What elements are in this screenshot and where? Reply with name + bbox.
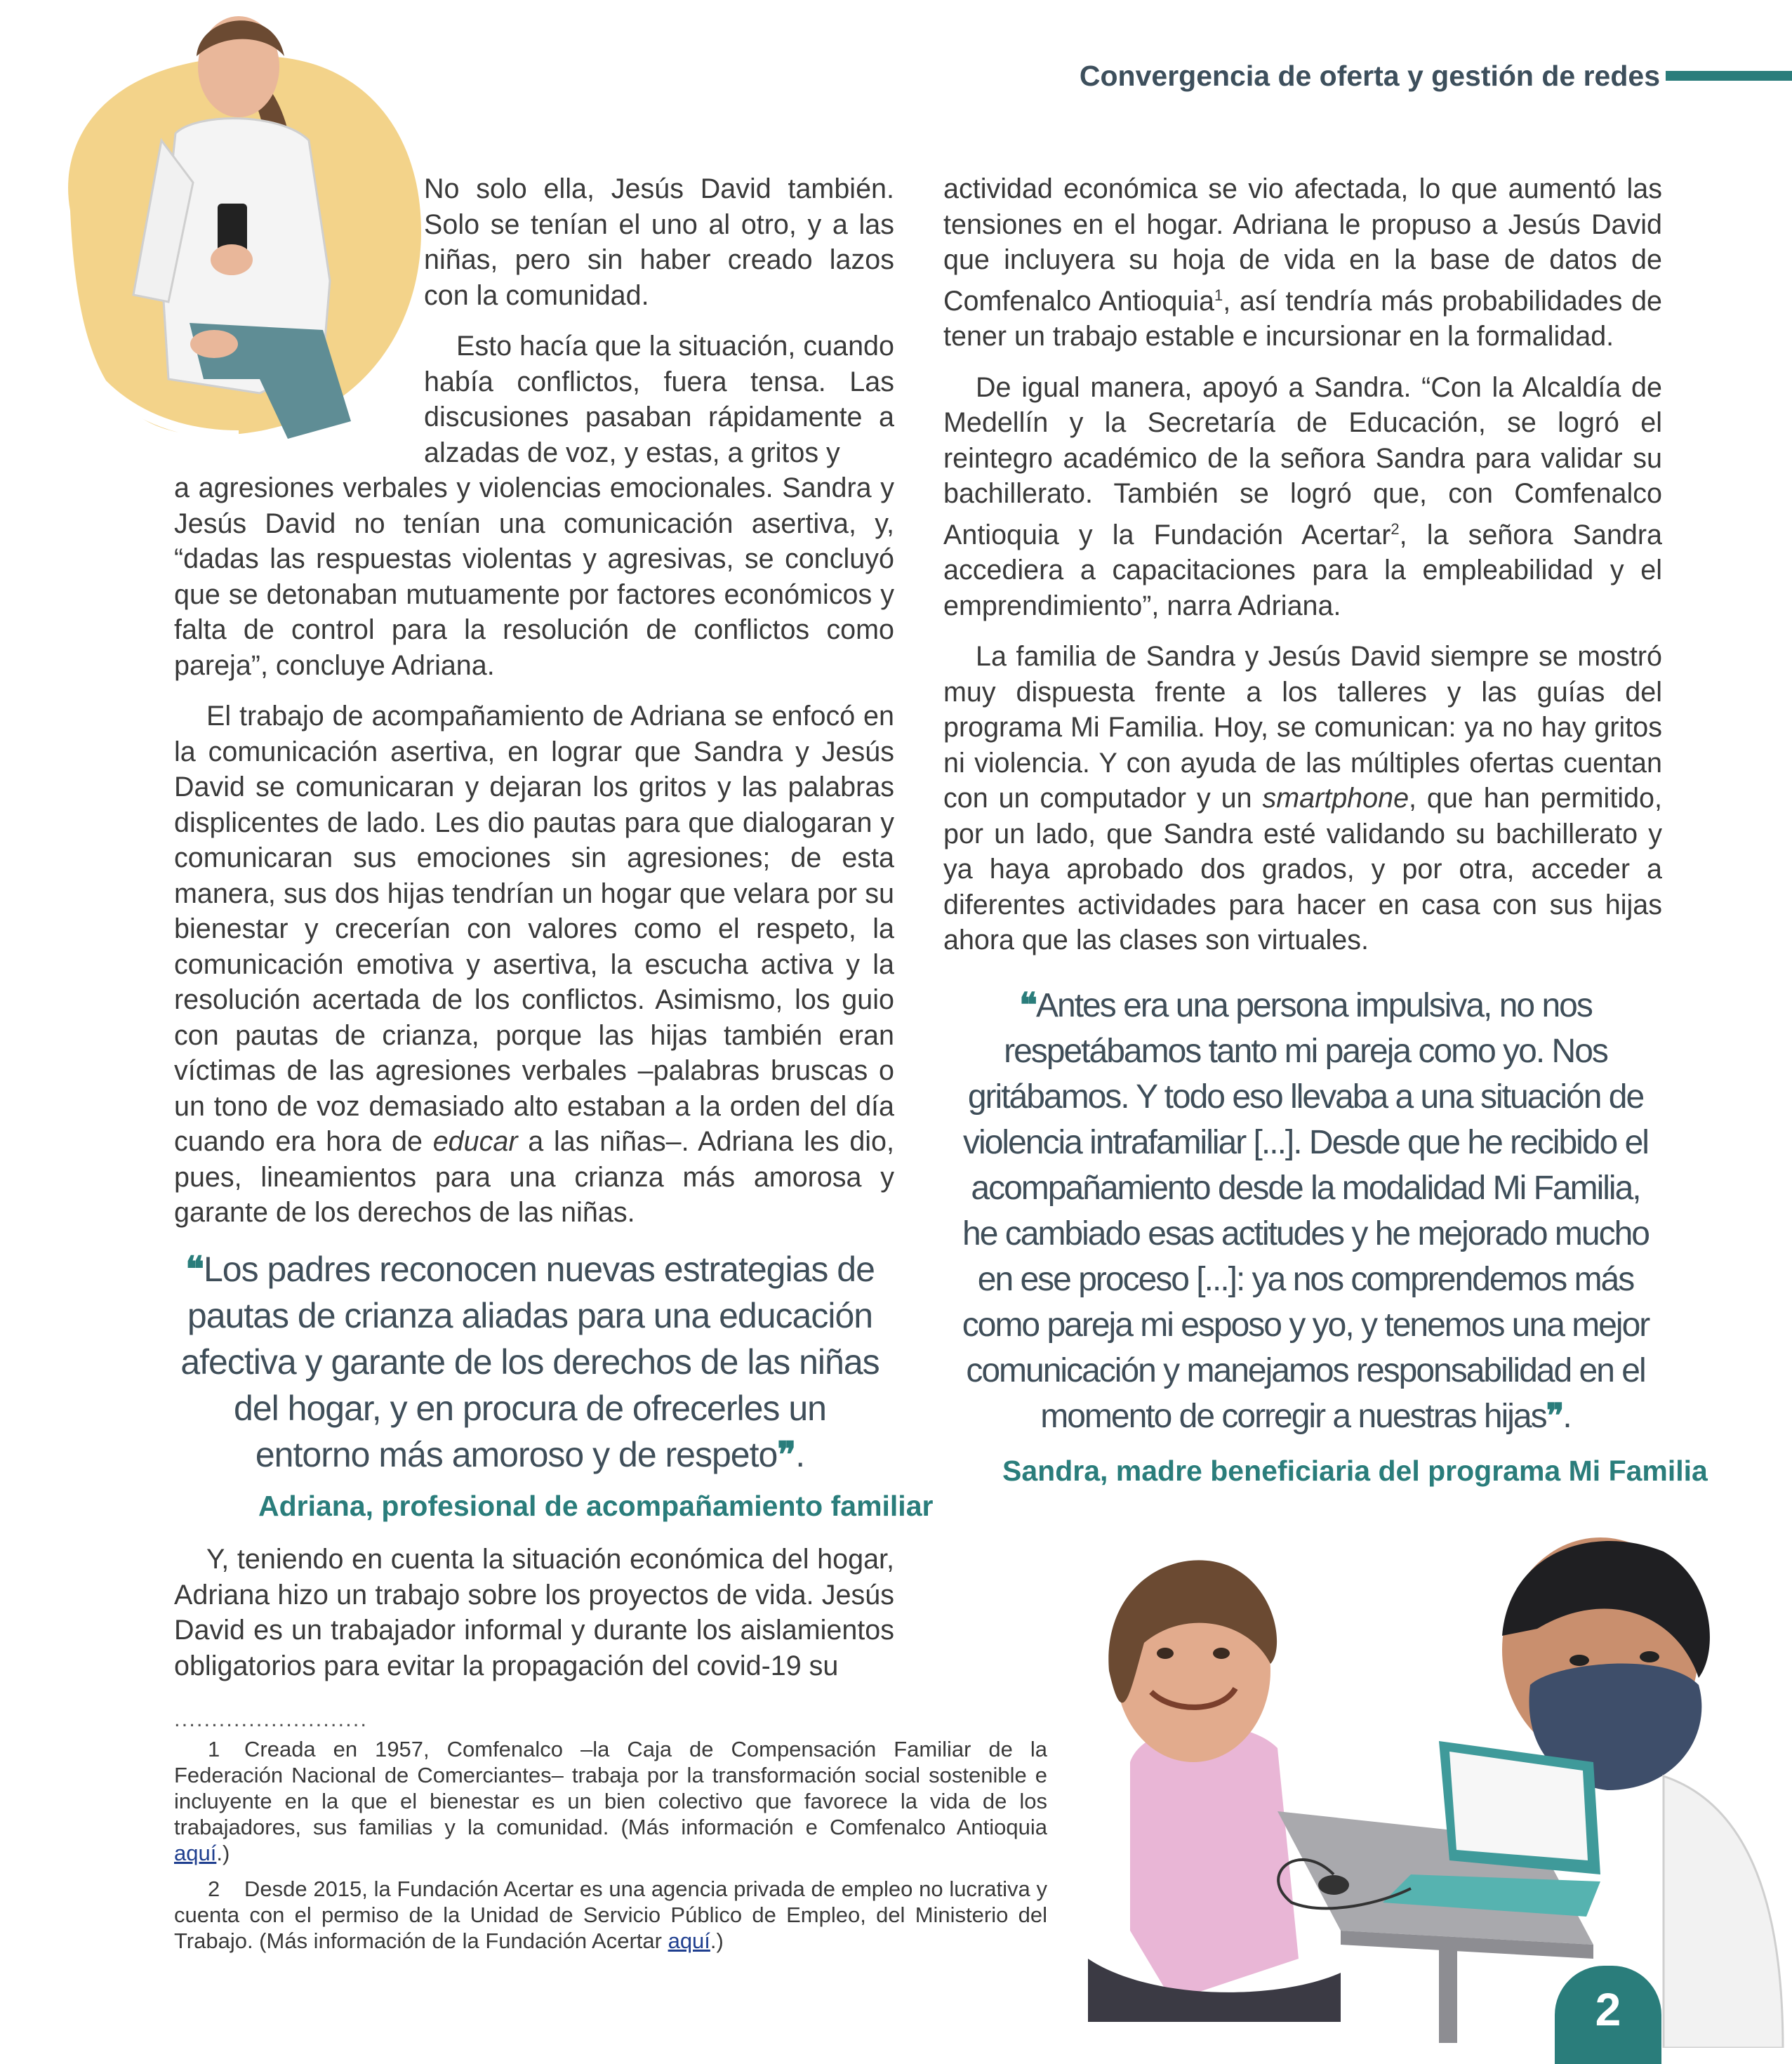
right-column (943, 171, 1662, 974)
footnote-2-link[interactable]: aquí (668, 1929, 710, 1953)
close-quote-icon: ❞ (777, 1434, 796, 1475)
page-number: 2 (1555, 1966, 1661, 2064)
quote-right-attribution: Sandra, madre beneficiaria del programa Mi Familia (1002, 1455, 1708, 1487)
left-paragraph-2-continued: a agresiones verbales y violencias emocionales. Sandra y Jesús David no tenían una comunicación asertiva, y, “dadas las respuestas violentas y agresivas, se concluyó que se detonaban mutuamente por factores económicos y falta de control para la resolución de conflictos como pareja”, concluye Adriana. (174, 472, 894, 681)
pull-quote-right: ❝Antes era una persona impulsiva, no nos respetábamos tanto mi pareja como yo. Nos gritábamos. Y todo eso llevaba a una situación de violencia intrafamiliar [...]. Desde que he recibido el acompañamiento desde la modalidad Mi Familia, he cambiado esas actitudes y he mejorado mucho en ese proceso [...]: ya nos comprendemos más como pareja mi esposo y yo, y tenemos una mejor comunicación y manejamos responsabilidad en el momento de corregir a nuestras hijas❞. (962, 986, 1650, 1436)
right-paragraph-3: La familia de Sandra y Jesús David siempre se mostró muy dispuesta frente a los talleres y las guías del programa Mi Familia. Hoy, se comunican: ya no hay gritos ni violencia. Y con ayuda de las múltiples ofertas cuentan con un computador y un smartphone, que han permitido, por un lado, que Sandra esté validando su bachillerato y ya haya aprobado dos grados, y por otra, acceder a diferentes actividades para hacer en casa con sus hijas ahora que las clases son virtuales. (943, 641, 1662, 956)
right-paragraph-1: actividad económica se vio afectada, lo que aumentó las tensiones en el hogar. Adriana le propuso a Jesús David que incluyera su hoja de vida en la base de datos de Comfenalco Antioquia$^1$, así tendría más probabilidades de tener un trabajo estable e incursionar en la formalidad. (943, 173, 1663, 352)
open-quote-icon: ❝ (1019, 986, 1036, 1025)
pull-quote-left: ❝Los padres reconocen nuevas estrategias de pautas de crianza aliadas para una educación afectiva y garante de los derechos de las niñas del hogar, y en procura de ofrecerles un entorno más amoroso y de respeto❞. (180, 1248, 880, 1475)
girl-with-laptop-illustration (1046, 1509, 1792, 2048)
header-accent-bar (1666, 71, 1792, 81)
left-paragraph-2: Esto hacía que la situación, cuando había conflictos, fuera tensa. Las discusiones pasaban rápidamente a alzadas de voz, y estas, a gritos y (424, 331, 894, 468)
page-header (1080, 55, 1792, 97)
right-paragraph-2: De igual manera, apoyó a Sandra. “Con la Alcaldía de Medellín y la Secretaría de Educación, se logró el reintegro académico de la señora Sandra para validar su bachillerato. También se logró que, con Comfenalco Antioquia y la Fundación Acertar$^2$, la señora Sandra accediera a capacitaciones para la empleabilidad y el emprendimiento”, narra Adriana. (943, 371, 1662, 621)
close-quote-icon: ❞ (1546, 1396, 1563, 1436)
footnote-2: 2 Desde 2015, la Fundación Acertar es una agencia privada de empleo no lucrativa y cuenta con el permiso de la Unidad de Servicio Público de Empleo, del Ministerio del Trabajo. (Más información de la Fundación Acertar aquí.) (174, 1877, 1047, 1953)
footnotes (174, 1706, 1047, 1964)
footnote-1-link[interactable]: aquí (174, 1841, 217, 1865)
header-title: Convergencia de oferta y gestión de redes (1079, 59, 1660, 92)
pull-quote-right-text: Antes era una persona impulsiva, no nos respetábamos tanto mi pareja como yo. Nos gritábamos. Y todo eso llevaba a una situación de violencia intrafamiliar [...]. Desde que he recibido el acompañamiento desde la modalidad Mi Familia, he cambiado esas actitudes y he mejorado mucho en ese proceso [...]: ya nos comprendemos más como pareja mi esposo y yo, y tenemos una mejor comunicación y manejamos responsabilidad en el momento de corregir a nuestras hijas (962, 987, 1650, 1435)
left-column (174, 171, 894, 1246)
open-quote-icon: ❝ (185, 1248, 204, 1290)
left-paragraph-4: Y, teniendo en cuenta la situación económica del hogar, Adriana hizo un trabajo sobre los proyectos de vida. Jesús David es un trabajador informal y durante los aislamientos obligatorios para evitar la propagación del covid-19 su (174, 1544, 894, 1681)
left-paragraph-1: No solo ella, Jesús David también. Solo se tenían el uno al otro, y a las niñas, pero sin haber creado lazos con la comunidad. (424, 173, 894, 311)
left-column-bottom (174, 1542, 894, 1699)
quote-left-attribution: Adriana, profesional de acompañamiento familiar (258, 1490, 934, 1522)
pull-quote-left-text: Los padres reconocen nuevas estrategias de pautas de crianza aliadas para una educación afectiva y garante de los derechos de las niñas del hogar, y en procura de ofrecerles un entorno más amoroso y de respeto (180, 1250, 880, 1474)
footnote-divider: .......................... (174, 1707, 368, 1731)
footnote-1: 1 Creada en 1957, Comfenalco –la Caja de Compensación Familiar de la Federación Nacional de Comerciantes– trabaja por la transformación social sostenible e incluyente en la que el bienestar es un bien colectivo que favorece la vida de los trabajadores, sus familias y la comunidad. (Más información e Comfenalco Antioquia aquí.) (174, 1737, 1047, 1865)
left-paragraph-3: El trabajo de acompañamiento de Adriana se enfocó en la comunicación asertiva, en lograr que Sandra y Jesús David se comunicaran y dejaran los gritos y las palabras displicentes de lado. Les dio pautas para que dialogaran y comunicaran sus emociones sin agresiones; de esta manera, sus dos hijas tendrían un hogar que velara por su bienestar y crecerían con valores como el respeto, la comunicación emotiva y asertiva, la escucha activa y la resolución acertada de los conflictos. Asimismo, los guio con pautas de crianza, porque las hijas también eran víctimas de las agresiones verbales –palabras bruscas o un tono de voz demasiado alto estaban a la orden del día cuando era hora de educar a las niñas–. Adriana les dio, pues, lineamientos para una crianza más amorosa y garante de los derechos de las niñas. (174, 701, 894, 1228)
